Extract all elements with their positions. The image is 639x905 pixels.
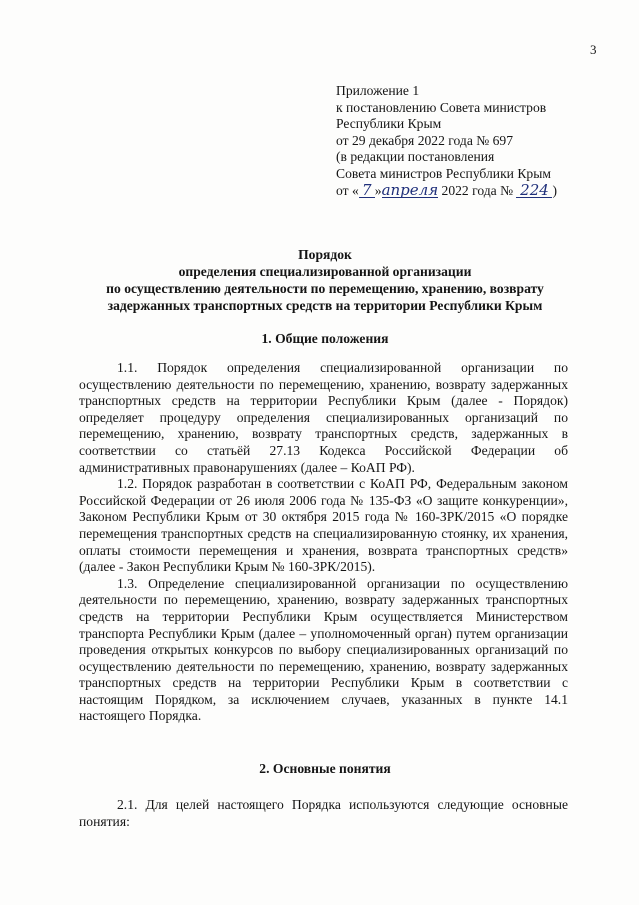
appendix-block bbox=[336, 83, 557, 199]
page-number: 3 bbox=[590, 42, 597, 57]
appendix-date-line bbox=[336, 180, 558, 200]
paragraph: 1.2. Порядок разработан в соответствии с КоАП РФ, Федеральным законом Российской Федерации от 26 июля 2006 года № 135-ФЗ «О защите конкуренции», Законом Республики Крым от 30 октября 2015 года № 160-ЗРК/2015 «О порядке перемещения транспортных средств на специализированную стоянку, их хранения, оплаты стоимости перемещения и хранения, возврата транспортных средств» (далее - Закон Республики Крым № 160-ЗРК/2015). bbox=[79, 476, 568, 575]
title-line: определения специализированной организации bbox=[178, 264, 472, 279]
appendix-line: к постановлению Совета министров bbox=[336, 99, 547, 115]
appendix-line: Республики Крым bbox=[336, 116, 442, 132]
section-body bbox=[79, 797, 568, 830]
handwritten-number: 224 bbox=[516, 184, 552, 198]
handwritten-month: апреля bbox=[381, 180, 439, 199]
section-heading: 2. Основные понятия bbox=[259, 761, 391, 776]
date-suffix: ) bbox=[552, 182, 558, 198]
appendix-line: Приложение 1 bbox=[336, 83, 420, 98]
date-year-text: 2022 года № bbox=[438, 182, 517, 198]
title-line: по осуществлению деятельности по перемещению, хранению, возврату bbox=[106, 281, 544, 296]
date-prefix: от « bbox=[336, 182, 359, 198]
date-mid: » bbox=[374, 182, 382, 198]
handwritten-day: 7 bbox=[359, 184, 375, 198]
section-heading: 1. Общие положения bbox=[261, 331, 389, 346]
appendix-line: (в редакции постановления bbox=[336, 149, 495, 165]
paragraph: 1.3. Определение специализированной организации по осуществлению деятельности по перемещению, хранению, возврату задержанных транспортных средств на территории Республики Крым осуществляется Министерством транспорта Республики Крым (далее – уполномоченный орган) путем организации проведения открытых конкурсов по выбору специализированных организаций по осуществлению деятельности по перемещению, хранению, возврату задержанных транспортных средств на территории Республики Крым в соответствии с настоящим Порядком, за исключением случаев, указанных в пункте 14.1 настоящего Порядка. bbox=[79, 575, 568, 724]
appendix-line: Совета министров Республики Крым bbox=[336, 165, 551, 181]
appendix-line: от 29 декабря 2022 года № 697 bbox=[336, 132, 514, 148]
section-body bbox=[79, 360, 568, 725]
title-line: задержанных транспортных средств на территории Республики Крым bbox=[107, 298, 543, 313]
title-line: Порядок bbox=[298, 247, 352, 262]
document-title bbox=[60, 246, 590, 314]
paragraph: 2.1. Для целей настоящего Порядка используются следующие основные понятия: bbox=[79, 797, 568, 829]
paragraph: 1.1. Порядок определения специализированной организации по осуществлению деятельности по перемещению, хранению, возврату задержанных транспортных средств на территории Республики Крым (далее - Порядок) определяет процедуру определения специализированных организаций по перемещению, хранению, возврату транспортных средств, задержанных в соответствии со статьёй 27.13 Кодекса Российской Федерации об административных правонарушениях (далее – КоАП РФ). bbox=[79, 360, 568, 475]
